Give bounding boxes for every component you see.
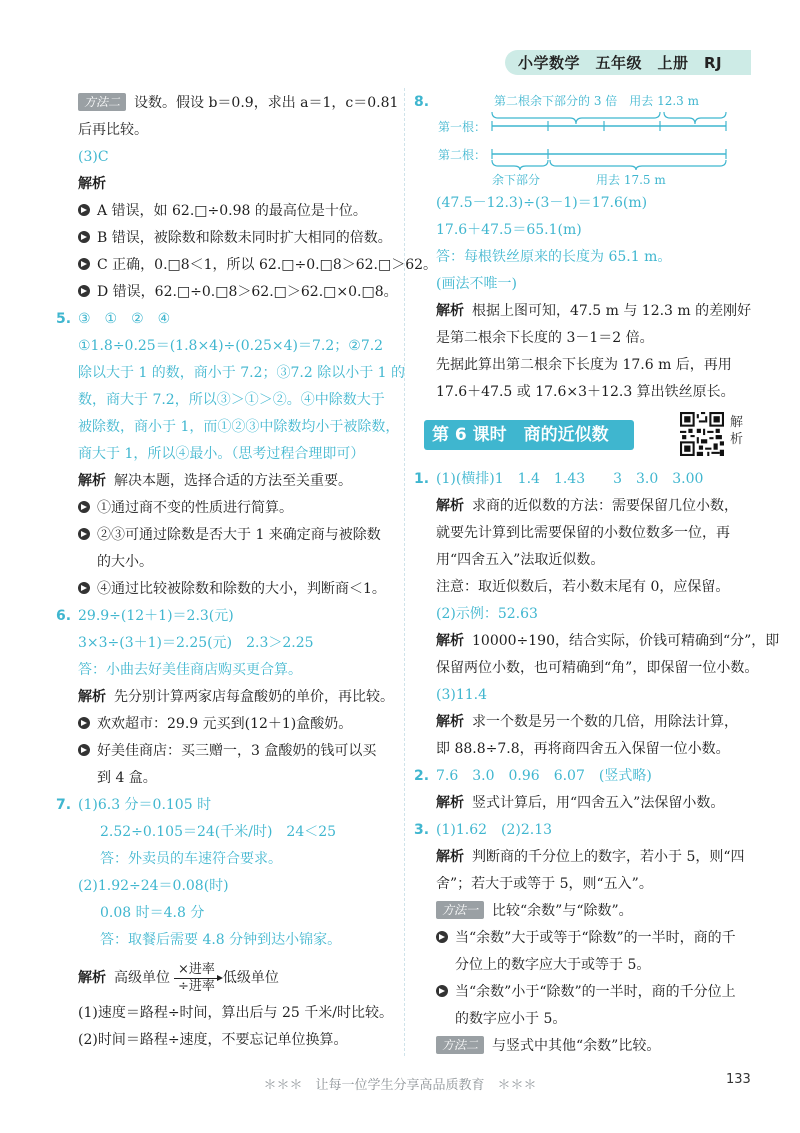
q7-line-4: (2)1.92÷24＝0.08(时)	[78, 878, 229, 894]
bullet-text: A 错误，如 62.□÷0.98 的最高位是十位。	[97, 203, 367, 219]
answer-text: 7.6 3.0 0.96 6.07 (竖式略)	[436, 768, 652, 784]
analysis-label: 解析	[436, 303, 464, 319]
question-number: 8.	[414, 94, 430, 110]
right-column	[414, 90, 780, 1060]
q8-line-2: 17.6＋47.5＝65.1(m)	[436, 222, 582, 238]
r3-bullet-1	[414, 925, 760, 952]
question-number: 1.	[414, 471, 430, 487]
question-number: 5.	[56, 311, 72, 327]
bullet-text: 当“余数”大于或等于“除数”的一半时，商的千	[455, 930, 736, 946]
r1-analysis-1	[414, 493, 760, 520]
r3-bullet-2	[414, 979, 760, 1006]
q4-bullet-a	[78, 198, 396, 225]
q5-line-4: 被除数，商小于 1，而①②③中除数均小于被除数，	[78, 419, 400, 435]
arrow-bullet-icon	[436, 985, 448, 997]
answer-text: (1)1.62 (2)2.13	[436, 822, 553, 838]
arrow-bullet-icon	[78, 258, 90, 270]
r3-analysis-1	[414, 844, 760, 871]
q4-3-answer: (3)C	[78, 149, 109, 165]
arrow-bullet-icon	[78, 204, 90, 216]
analysis-text: 根据上图可知，47.5 m 与 12.3 m 的差刚好	[472, 303, 752, 319]
analysis-label: 解析	[78, 689, 106, 705]
left-column	[56, 90, 438, 1054]
r3-method-1	[414, 898, 760, 925]
r3-method-2	[414, 1033, 760, 1060]
q6-line-3: 答：小曲去好美佳商店购买更合算。	[78, 662, 302, 678]
q6-line-1	[56, 603, 396, 630]
q8-line-4: (画法不唯一)	[436, 276, 517, 292]
method-text: 设数。假设 b＝0.9，求出 a＝1，c＝0.81	[134, 95, 399, 111]
r1-answer-1	[414, 466, 760, 493]
bullet-text: C 正确，0.□8＜1，所以 62.□÷0.□8＞62.□＞62。	[97, 257, 438, 273]
analysis-label: 解析	[436, 714, 464, 730]
analysis-label: 解析	[78, 176, 106, 192]
q6-bullet-2	[78, 738, 396, 765]
footer-slogan: ＊＊＊ 让每一位学生分享高品质教育 ＊＊＊	[263, 1078, 537, 1093]
method-two-badge: 方法二	[78, 93, 126, 111]
unit-low: 低级单位	[222, 970, 279, 986]
q8-line-1: (47.5－12.3)÷(3－1)＝17.6(m)	[436, 195, 648, 211]
q7-line-2: 2.52÷0.105＝24(千米/时) 24＜25	[100, 824, 337, 840]
r1-answer-2: (2)示例：52.63	[436, 606, 538, 622]
arrow-bullet-icon	[78, 231, 90, 243]
q4-bullet-c	[78, 252, 438, 279]
q7-note-1: (1)速度＝路程÷时间，算出后与 25 千米/时比较。	[78, 1005, 393, 1021]
method-text: 与竖式中其他“余数”比较。	[492, 1038, 661, 1054]
r1-analysis-2	[414, 628, 780, 655]
q5-bullet-1	[78, 495, 396, 522]
method-one-badge: 方法一	[436, 901, 484, 919]
r1-answer-3: (3)11.4	[436, 687, 488, 703]
method-two-badge: 方法二	[436, 1036, 484, 1054]
question-number: 6.	[56, 608, 72, 624]
analysis-text: 解决本题，选择合适的方法至关重要。	[114, 473, 352, 489]
answer-text: (1)6.3 分＝0.105 时	[78, 797, 212, 813]
q5-analysis	[78, 468, 396, 495]
q8-analysis-3: 先据此算出第二根余下长度为 17.6 m 后，再用	[436, 357, 732, 373]
bullet-text: B 错误，被除数和除数未同时扩大相同的倍数。	[97, 230, 392, 246]
bullet-text: 好美佳商店：买三赠一，3 盒酸奶的钱可以买	[97, 743, 377, 759]
analysis-label: 解析	[436, 849, 464, 865]
q7-line-3: 答：外卖员的车速符合要求。	[100, 851, 282, 867]
r1-analysis-1d: 注意：取近似数后，若小数末尾有 0，应保留。	[436, 579, 730, 595]
q8-line-3: 答：每根铁丝原来的长度为 65.1 m。	[436, 249, 672, 265]
analysis-text: 判断商的千分位上的数字，若小于 5，则“四	[472, 849, 745, 865]
q6-line-2: 3×3÷(3＋1)＝2.25(元) 2.3＞2.25	[78, 635, 314, 651]
q4-bullet-d	[78, 279, 396, 306]
answer-text: (1)(横排)1 1.4 1.43 3 3.0 3.00	[436, 471, 704, 487]
unit-conversion-arrow	[174, 962, 219, 995]
used-label: 用去 17.5 m	[596, 173, 666, 187]
bullet-text: 当“余数”小于“除数”的一半时，商的千分位上	[455, 984, 736, 1000]
question-number: 7.	[56, 797, 72, 813]
q7-line-6: 答：取餐后需要 4.8 分钟到达小锦家。	[100, 932, 342, 948]
arrow-bullet-icon	[78, 285, 90, 297]
q5-bullet-2	[78, 522, 396, 549]
qr-label: 解析	[730, 415, 744, 447]
q8-diagram	[414, 90, 760, 170]
r3-bullet-2-cont: 的数字应小于 5。	[455, 1011, 567, 1027]
q7-line-5: 0.08 时＝4.8 分	[100, 905, 205, 921]
q5-bullet-2-cont: 的大小。	[97, 554, 153, 570]
analysis-label: 解析	[436, 795, 464, 811]
arrow-bullet-icon	[78, 717, 90, 729]
analysis-text: 竖式计算后，用“四舍五入”法保留小数。	[472, 795, 725, 811]
q5-answer	[56, 306, 396, 333]
column-divider	[404, 88, 405, 1056]
answer-text: ③ ① ② ④	[78, 311, 171, 327]
analysis-text: 10000÷190，结合实际，价钱可精确到“分”，即	[472, 633, 780, 649]
diagram-top-label: 第二根余下部分的 3 倍 用去 12.3 m	[494, 94, 699, 108]
lesson-title: 第 6 课时 商的近似数	[424, 420, 634, 450]
q5-bullet-3	[78, 576, 396, 603]
q5-line-1: ①1.8÷0.25＝(1.8×4)÷(0.25×4)＝7.2；②7.2	[78, 338, 384, 354]
q5-line-3: 数，商大于 7.2，所以③＞①＞②。④中除数大于	[78, 392, 385, 408]
method-text: 比较“余数”与“除数”。	[492, 903, 633, 919]
arrow-icon	[174, 978, 219, 979]
q4-bullet-b	[78, 225, 396, 252]
arrow-bullet-icon	[78, 744, 90, 756]
analysis-text: 先分别计算两家店每盒酸奶的单价，再比较。	[114, 689, 394, 705]
analysis-label: 解析	[78, 473, 106, 489]
q7-note-2: (2)时间＝路程÷速度，不要忘记单位换算。	[78, 1032, 348, 1048]
q5-line-2: 除以大于 1 的数，商小于 7.2；③7.2 除以小于 1 的	[78, 365, 406, 381]
analysis-label: 解析	[436, 633, 464, 649]
r3-bullet-1-cont: 分位上的数字应大于或等于 5。	[455, 957, 651, 973]
q6-bullet-2-cont: 到 4 盒。	[97, 770, 157, 786]
arrow-bullet-icon	[436, 931, 448, 943]
remaining-label: 余下部分	[492, 173, 541, 187]
r1-analysis-3	[414, 709, 760, 736]
rod-2-label: 第二根：	[438, 148, 487, 162]
diagram-bottom-labels	[414, 170, 760, 190]
page-header-title: 小学数学 五年级 上册 RJ	[518, 54, 723, 72]
question-number: 3.	[414, 822, 430, 838]
conversion-top: ×进率	[178, 961, 215, 977]
lesson-banner	[414, 412, 760, 458]
bullet-text: ①通过商不变的性质进行简算。	[97, 500, 293, 516]
q6-analysis	[78, 684, 396, 711]
arrow-bullet-icon	[78, 528, 90, 540]
arrow-bullet-icon	[78, 501, 90, 513]
q7-line-1	[56, 792, 396, 819]
bullet-text: ④通过比较被除数和除数的大小，判断商＜1。	[97, 581, 386, 597]
q7-analysis	[78, 956, 396, 1000]
arrow-bullet-icon	[78, 582, 90, 594]
r1-analysis-3b: 即 88.8÷7.8，再将商四舍五入保留一位小数。	[436, 741, 730, 757]
r2-answer	[414, 763, 760, 790]
analysis-text: 求一个数是另一个数的几倍，用除法计算，	[472, 714, 738, 730]
q5-line-5: 商大于 1，所以④最小。（思考过程合理即可）	[78, 446, 365, 462]
bullet-text: 欢欢超市：29.9 元买到(12＋1)盒酸奶。	[97, 716, 353, 732]
r3-answer	[414, 817, 760, 844]
question-number: 2.	[414, 768, 430, 784]
conversion-bottom: ÷进率	[178, 978, 215, 994]
method-line	[78, 90, 399, 117]
analysis-label: 解析	[436, 498, 464, 514]
bullet-text: D 错误，62.□÷0.□8＞62.□＞62.□×0.□8。	[97, 284, 398, 300]
q6-bullet-1	[78, 711, 396, 738]
r2-analysis	[414, 790, 760, 817]
analysis-text: 求商的近似数的方法：需要保留几位小数，	[472, 498, 738, 514]
q8-analysis-1	[414, 298, 760, 325]
r3-analysis-2: 舍”；若大于或等于 5，则“五入”。	[436, 876, 653, 892]
q8-analysis-4: 17.6＋47.5 或 17.6×3＋12.3 算出铁丝原长。	[436, 384, 735, 400]
analysis-heading	[78, 171, 396, 198]
unit-high: 高级单位	[114, 970, 170, 986]
qr-code-icon[interactable]	[680, 412, 724, 456]
rod-1-label: 第一根：	[438, 120, 487, 134]
bullet-text: ②③可通过除数是否大于 1 来确定商与被除数	[97, 527, 381, 543]
r1-analysis-1c: 用“四舍五入”法取近似数。	[436, 552, 605, 568]
method-text-cont: 后再比较。	[78, 122, 148, 138]
r1-analysis-2b: 保留两位小数，也可精确到“角”，即保留一位小数。	[436, 660, 759, 676]
analysis-label: 解析	[78, 970, 106, 986]
answer-text: 29.9÷(12＋1)＝2.3(元)	[78, 608, 234, 624]
page-number: 133	[726, 1072, 751, 1087]
r1-analysis-1b: 就要先计算到比需要保留的小数位数多一位，再	[436, 525, 730, 541]
q8-analysis-2: 是第二根余下长度的 3－1＝2 倍。	[436, 330, 654, 346]
